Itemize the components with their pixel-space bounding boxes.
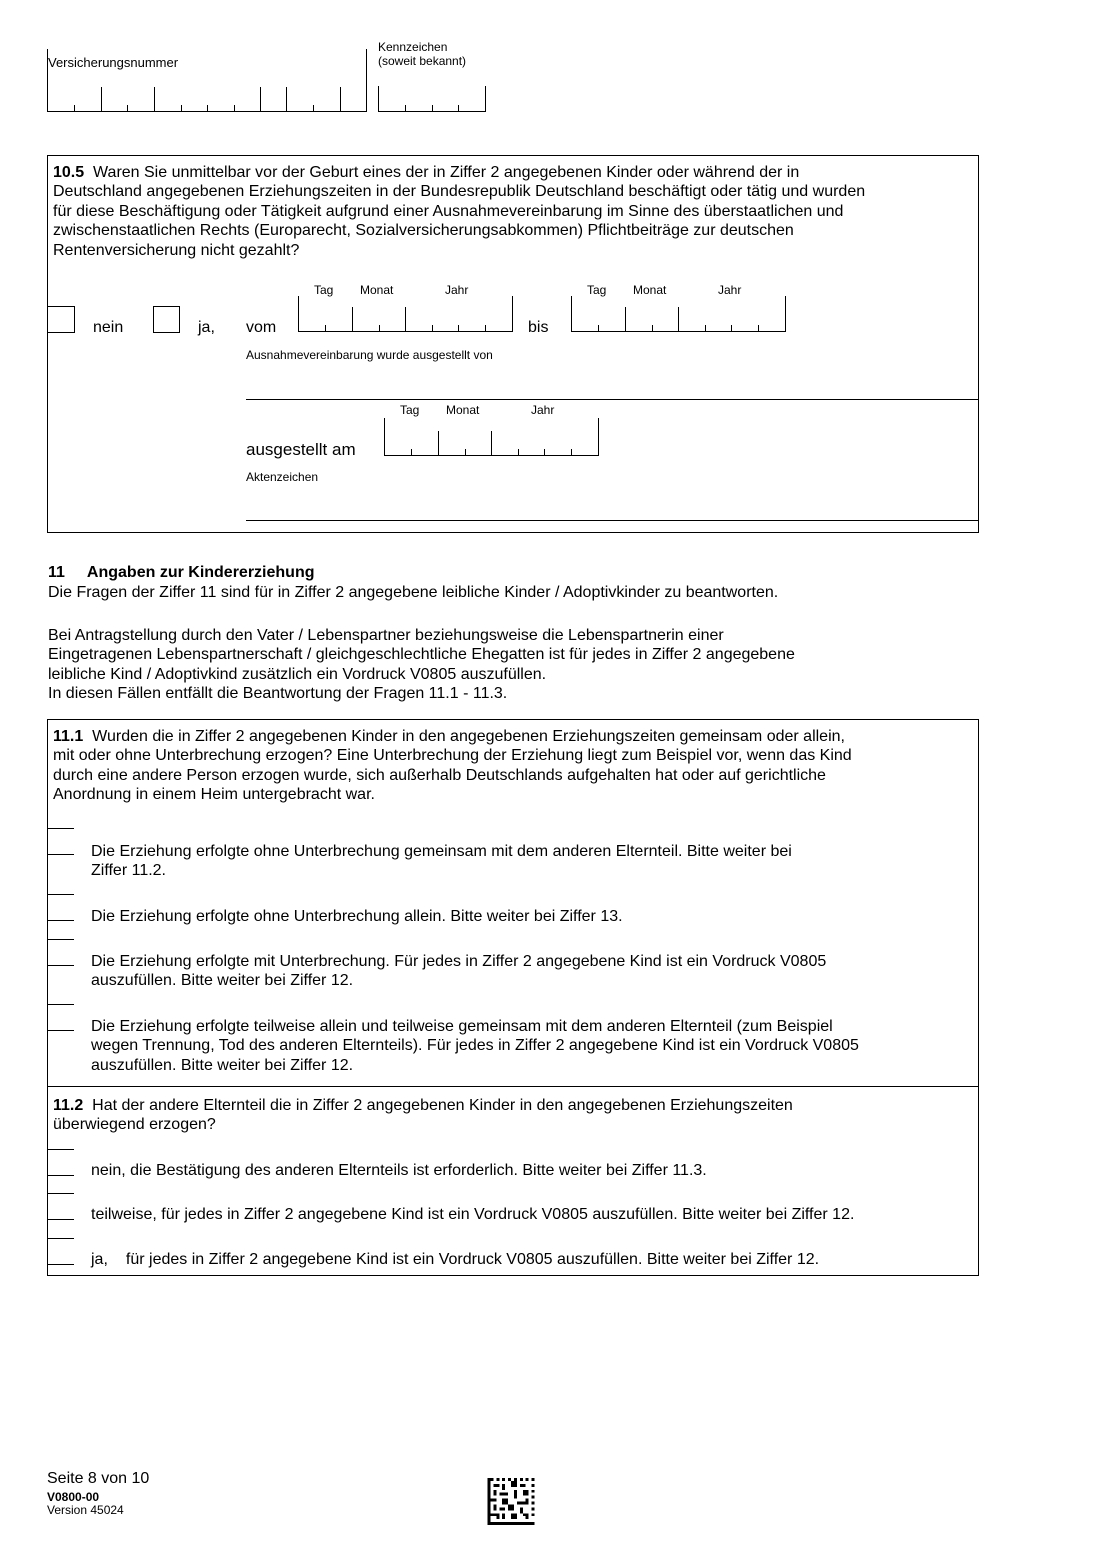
q10-5-no-checkbox[interactable]: [47, 306, 75, 333]
question-11-2-text: 11.2 Hat der andere Elternteil die in Ziffer 2 angegebenen Kinder in den angegebenen Erziehungszeiten überwiegend erzogen?: [53, 1097, 793, 1134]
q11-2-yes-checkbox[interactable]: [47, 1238, 74, 1265]
to-year-label: Jahr: [718, 283, 742, 297]
barcode-image: [487, 1478, 535, 1525]
issued-by-label: Ausnahmevereinbarung wurde ausgestellt von: [246, 348, 493, 362]
to-date-field[interactable]: [571, 296, 786, 332]
q11-1-option-4-checkbox[interactable]: [47, 1004, 74, 1031]
q10-5-yes-checkbox[interactable]: [153, 306, 180, 333]
q11-2-no-checkbox[interactable]: [47, 1149, 74, 1176]
q11-2-yes-text: ja, für jedes in Ziffer 2 angegebene Kind ist ein Vordruck V0805 auszufüllen. Bitte weiter bei Ziffer 12.: [91, 1251, 820, 1268]
question-10-5-text: 10.5 Waren Sie unmittelbar vor der Geburt eines der in Ziffer 2 angegebenen Kinder oder während der in Deutschland angegebenen Erziehungszeiten in der Bundesrepublik Deutschland beschäftigt oder tätig und wurden für diese Beschäftigung oder Tätigkeit aufgrund einer Ausnahmevereinbarung im Sinne des überstaatlichen und zwischenstaatlichen Rechts (Europarecht, Sozialversicherungsabkommen) Pflichtbeiträge zur deutschen Rentenversicherung nicht gezahlt?: [53, 164, 866, 259]
insurance-number-label: Versicherungsnummer: [48, 55, 179, 70]
q11-1-option-3-checkbox[interactable]: [47, 939, 74, 966]
code-label: Kennzeichen (soweit bekannt): [378, 40, 467, 68]
to-day-label: Tag: [587, 283, 607, 297]
form-version: Version 45024: [47, 1503, 124, 1517]
q11-2-partly-text: teilweise, für jedes in Ziffer 2 angegebene Kind ist ein Vordruck V0805 auszufüllen. Bitte weiter bei Ziffer 12.: [91, 1206, 855, 1223]
q11-1-option-1-checkbox[interactable]: [47, 828, 74, 855]
q10-5-yes-label: ja,: [198, 319, 215, 336]
issued-on-label: ausgestellt am: [246, 440, 356, 459]
issued-day-label: Tag: [400, 403, 420, 417]
from-day-label: Tag: [314, 283, 334, 297]
q11-2-no-text: nein, die Bestätigung des anderen Elternteils ist erforderlich. Bitte weiter bei Ziffer 11.3.: [91, 1162, 707, 1179]
form-id: V0800-00: [47, 1490, 100, 1504]
issued-by-line[interactable]: [246, 399, 978, 400]
q11-1-option-2-text: Die Erziehung erfolgte ohne Unterbrechung allein. Bitte weiter bei Ziffer 13.: [91, 908, 623, 925]
to-month-label: Monat: [633, 283, 667, 297]
code-field[interactable]: [378, 86, 486, 112]
q11-2-partly-checkbox[interactable]: [47, 1193, 74, 1220]
reference-line[interactable]: [246, 520, 978, 521]
q11-1-option-2-checkbox[interactable]: [47, 894, 74, 921]
section-11-intro: Die Fragen der Ziffer 11 sind für in Ziffer 2 angegebene leibliche Kinder / Adoptivkinder zu beantworten.: [48, 584, 779, 601]
section-11-heading: 11 Angaben zur Kindererziehung: [48, 564, 315, 581]
q11-1-option-1-text: Die Erziehung erfolgte ohne Unterbrechung gemeinsam mit dem anderen Elternteil. Bitte weiter bei Ziffer 11.2.: [91, 843, 792, 880]
issued-month-label: Monat: [446, 403, 480, 417]
from-year-label: Jahr: [445, 283, 469, 297]
insurance-number-field[interactable]: [47, 49, 367, 112]
page-number: Seite 8 von 10: [47, 1470, 150, 1487]
issued-year-label: Jahr: [531, 403, 555, 417]
divider-11-2: [47, 1086, 979, 1087]
q10-5-no-label: nein: [93, 319, 124, 336]
q11-1-option-4-text: Die Erziehung erfolgte teilweise allein und teilweise gemeinsam mit dem anderen Elternteil (zum Beispiel wegen Trennung, Tod des anderen Elternteils). Für jedes in Ziffer 2 angegebene Kind ist ein Vordruck V0805 auszufüllen. Bitte weiter bei Ziffer 12.: [91, 1018, 859, 1074]
q11-1-option-3-text: Die Erziehung erfolgte mit Unterbrechung. Für jedes in Ziffer 2 angegebene Kind ist ein Vordruck V0805 auszufüllen. Bitte weiter bei Ziffer 12.: [91, 953, 827, 990]
section-11-note: Bei Antragstellung durch den Vater / Lebenspartner beziehungsweise die Lebenspartnerin einer Eingetragenen Lebenspartnerschaft / gleichgeschlechtliche Ehegatten ist für jedes in Ziffer 2 angegebene leibliche Kind / Adoptivkind zusätzlich ein Vordruck V0805 auszufüllen. In diesen Fällen entfällt die Beantwortung der Fragen 11.1 - 11.3.: [48, 627, 795, 703]
question-11-1-text: 11.1 Wurden die in Ziffer 2 angegebenen Kinder in den angegebenen Erziehungszeiten gemeinsam oder allein, mit oder ohne Unterbrechung erzogen? Eine Unterbrechung der Erziehung liegt zum Beispiel vor, wenn das Kind durch eine andere Person erzogen wurde, sich außerhalb Deutschlands aufgehalten hat oder auf gerichtliche Anordnung in einem Heim untergebracht war.: [53, 728, 852, 804]
q10-5-from-label: vom: [246, 319, 277, 336]
from-date-field[interactable]: [298, 296, 513, 332]
issued-on-date-field[interactable]: [384, 418, 599, 456]
q10-5-to-label: bis: [528, 319, 549, 336]
from-month-label: Monat: [360, 283, 394, 297]
reference-label: Aktenzeichen: [246, 470, 319, 484]
